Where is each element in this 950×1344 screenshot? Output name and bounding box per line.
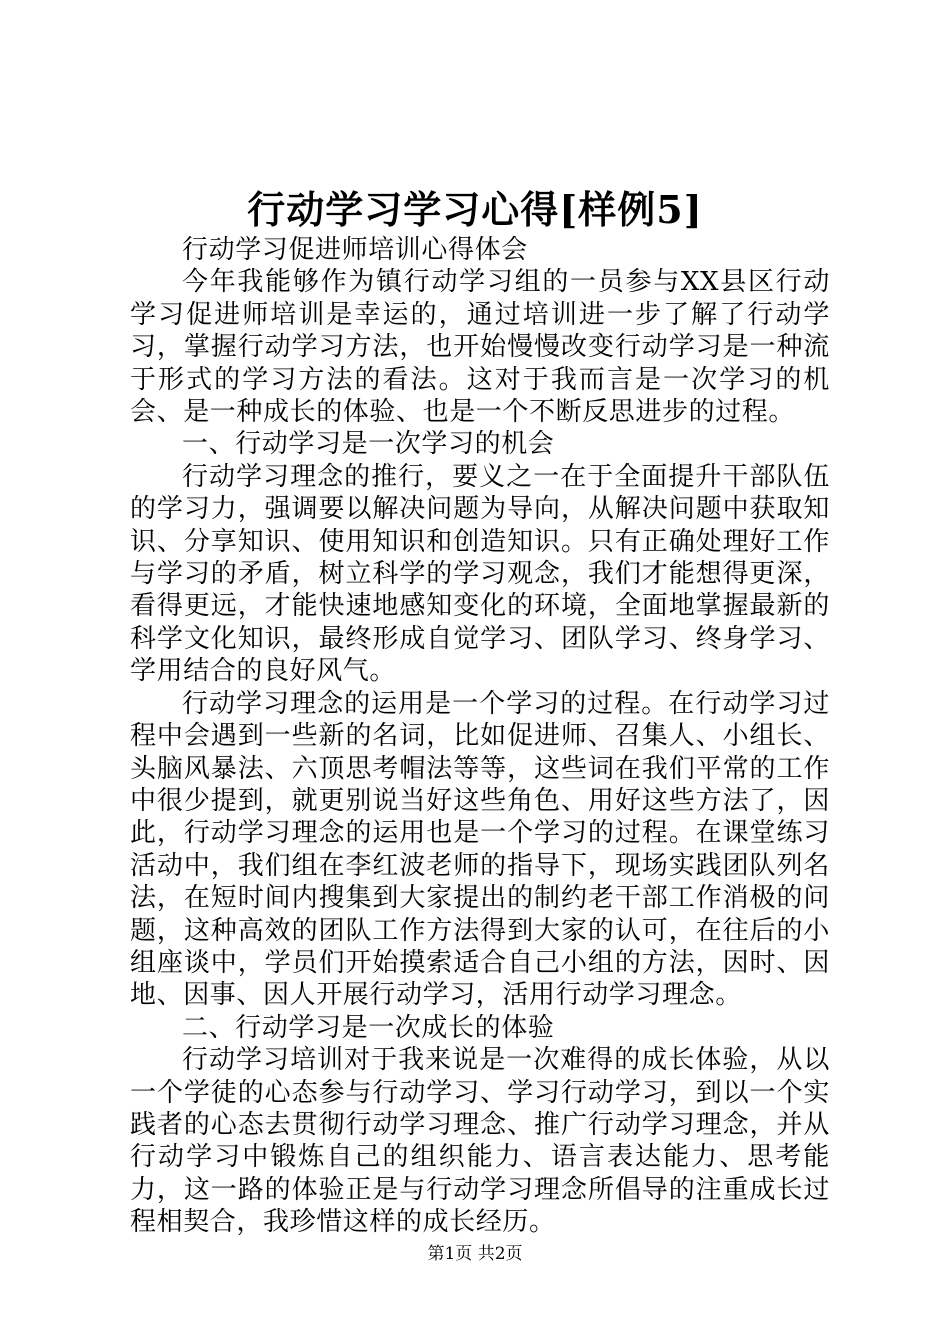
body-paragraph: 行动学习培训对于我来说是一次难得的成长体验，从以一个学徒的心态参与行动学习、学习行动学习，到以一个实践者的心态去贯彻行动学习理念、推广行动学习理念，并从行动学习中锻炼自己的组织能力、语言表达能力、思考能力，这一路的体验正是与行动学习理念所倡导的注重成长过程相契合，我珍惜这样的成长经历。 bbox=[130, 1045, 830, 1238]
body-paragraph: 行动学习理念的推行，要义之一在于全面提升干部队伍的学习力，强调要以解决问题为导向，从解决问题中获取知识、分享知识、使用知识和创造知识。只有正确处理好工作与学习的矛盾，树立科学的学习观念，我们才能想得更深，看得更远，才能快速地感知变化的环境，全面地掌握最新的科学文化知识，最终形成自觉学习、团队学习、终身学习、学用结合的良好风气。 bbox=[130, 461, 830, 687]
document-title: 行动学习学习心得[样例5] bbox=[247, 187, 703, 232]
section-heading-2: 二、行动学习是一次成长的体验 bbox=[182, 1012, 555, 1043]
section-heading-1: 一、行动学习是一次学习的机会 bbox=[182, 429, 555, 460]
document-body bbox=[130, 234, 830, 1239]
body-paragraph: 行动学习理念的运用是一个学习的过程。在行动学习过程中会遇到一些新的名词，比如促进师、召集人、小组长、头脑风暴法、六顶思考帽法等等，这些词在我们平常的工作中很少提到，就更别说当好这些角色、用好这些方法了，因此，行动学习理念的运用也是一个学习的过程。在课堂练习活动中，我们组在李红波老师的指导下，现场实践团队列名法，在短时间内搜集到大家提出的制约老干部工作消极的问题，这种高效的团队工作方法得到大家的认可，在往后的小组座谈中，学员们开始摸索适合自己小组的方法，因时、因地、因事、因人开展行动学习，活用行动学习理念。 bbox=[130, 688, 830, 1011]
intro-paragraph: 今年我能够作为镇行动学习组的一员参与XX县区行动学习促进师培训是幸运的，通过培训进一步了解了行动学习，掌握行动学习方法，也开始慢慢改变行动学习是一种流于形式的学习方法的看法。这对于我而言是一次学习的机会、是一种成长的体验、也是一个不断反思进步的过程。 bbox=[130, 267, 830, 428]
page-footer: 第1页 共2页 bbox=[427, 1244, 523, 1264]
subtitle-paragraph: 行动学习促进师培训心得体会 bbox=[182, 235, 528, 265]
